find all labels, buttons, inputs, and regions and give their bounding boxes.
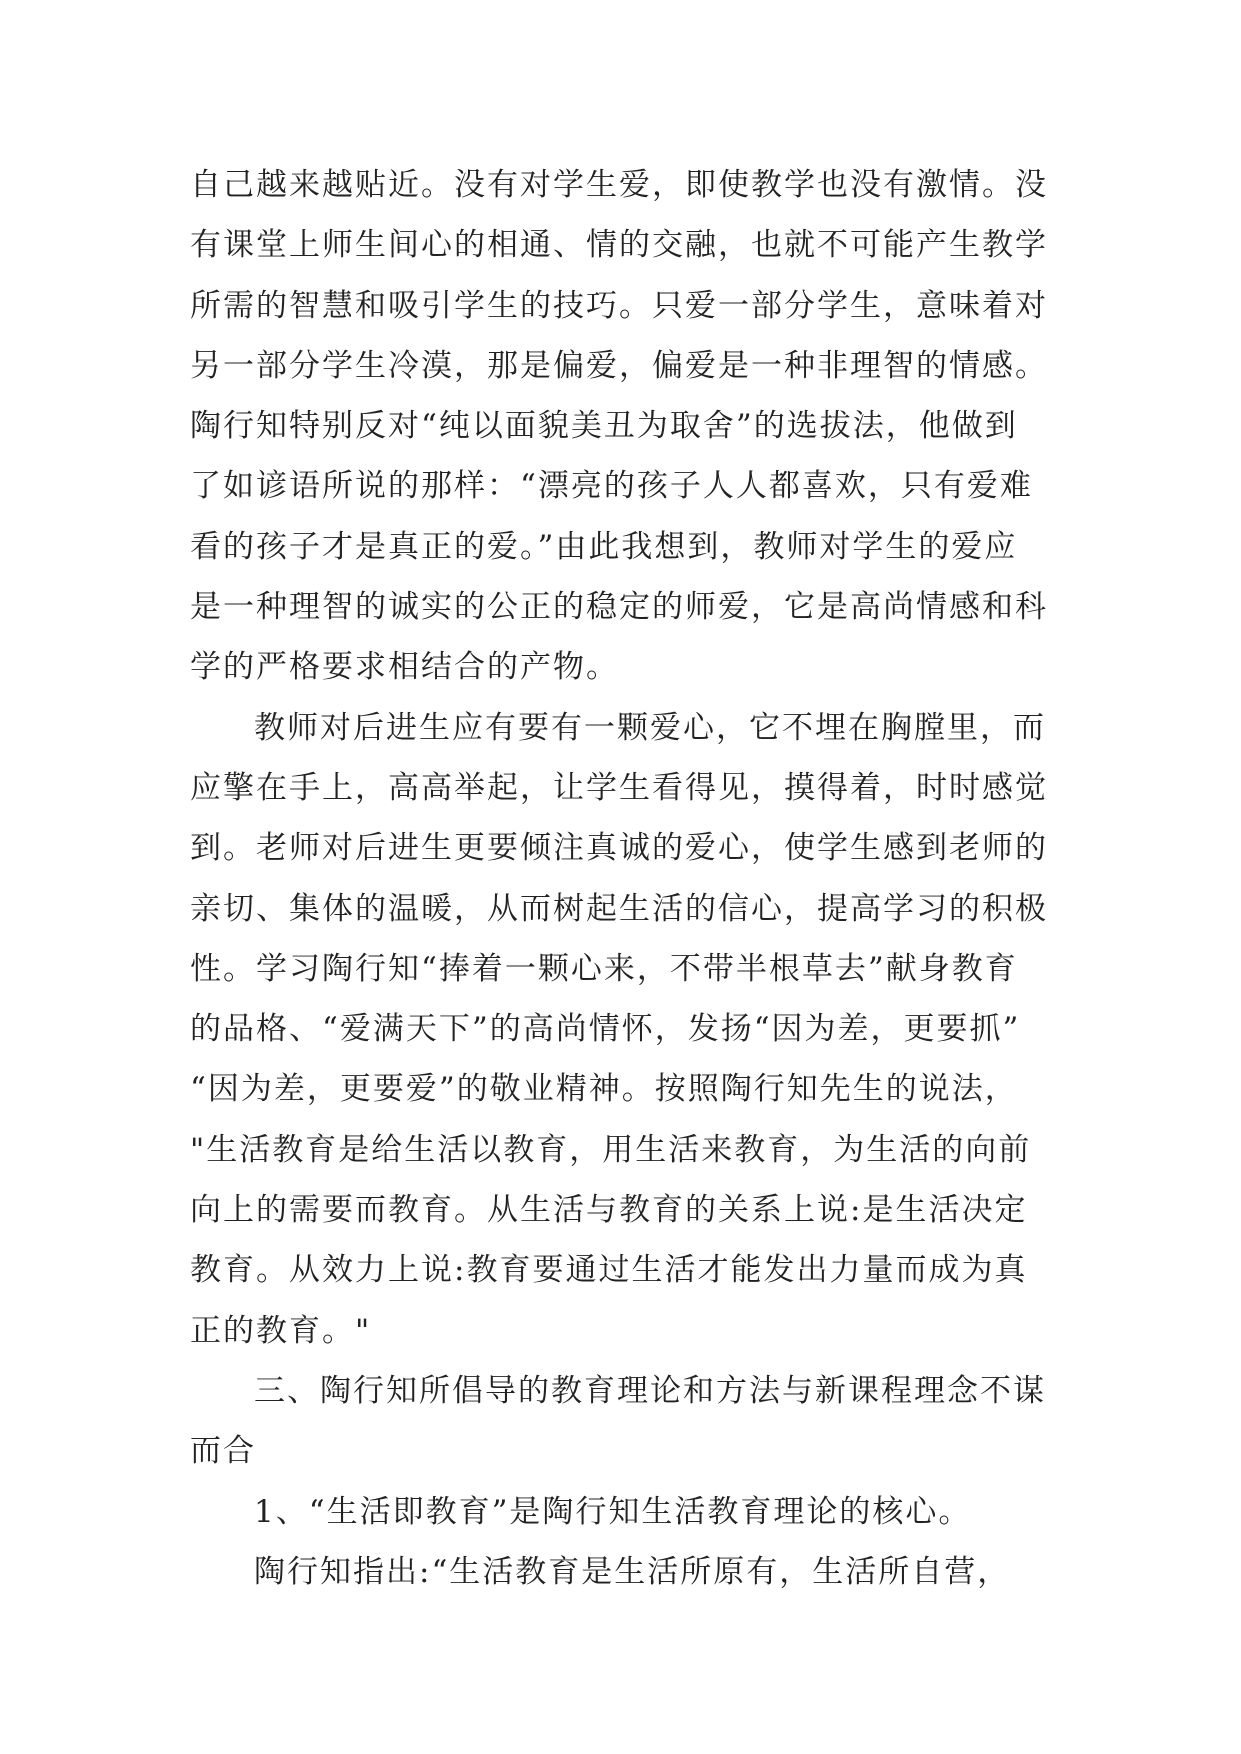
text-line: 向上的需要而教育。从生活与教育的关系上说:是生活决定: [190, 1192, 1028, 1229]
body-text: [190, 155, 1090, 1602]
text-line: 亲切、集体的温暖，从而树起生活的信心，提高学习的积极: [190, 890, 1048, 927]
text-line: 三、陶行知所倡导的教育理论和方法与新课程理念不谋: [254, 1372, 1046, 1409]
text-line: 另一部分学生冷漠，那是偏爱，偏爱是一种非理智的情感。: [190, 347, 1048, 384]
text-line: 性。学习陶行知“捧着一颗心来，不带半根草去”献身教育: [190, 950, 1018, 987]
text-line: 自己越来越贴近。没有对学生爱，即使教学也没有激情。没: [190, 167, 1048, 203]
text-line: 而合: [190, 1433, 256, 1470]
text-line: 应擎在手上，高高举起，让学生看得见，摸得着，时时感觉: [190, 769, 1048, 806]
text-line: 了如谚语所说的那样：“漂亮的孩子人人都喜欢，只有爱难: [190, 468, 1033, 505]
text-line: 1、“生活即教育”是陶行知生活教育理论的核心。: [254, 1493, 972, 1530]
text-line: 看的孩子才是真正的爱。”由此我想到，教师对学生的爱应: [190, 528, 1018, 565]
text-line: 所需的智慧和吸引学生的技巧。只爱一部分学生，意味着对: [190, 287, 1048, 324]
text-line: 教育。从效力上说:教育要通过生活才能发出力量而成为真: [190, 1252, 1028, 1289]
text-line: 陶行知指出:“生活教育是生活所原有，生活所自营，: [254, 1553, 1011, 1590]
text-line: 教师对后进生应有要有一颗爱心，它不埋在胸膛里，而: [254, 709, 1046, 746]
text-line: “因为差，更要爱”的敬业精神。按照陶行知先生的说法，: [190, 1071, 1018, 1108]
text-line: 有课堂上师生间心的相通、情的交融，也就不可能产生教学: [190, 227, 1048, 264]
text-line: 是一种理智的诚实的公正的稳定的师爱，它是高尚情感和科: [190, 589, 1048, 626]
text-line: 正的教育。": [190, 1312, 372, 1349]
text-line: 到。老师对后进生更要倾注真诚的爱心，使学生感到老师的: [190, 830, 1048, 867]
text-line: "生活教育是给生活以教育，用生活来教育，为生活的向前: [190, 1131, 1032, 1168]
text-line: 的品格、“爱满天下”的高尚情怀，发扬“因为差，更要抓”: [190, 1011, 1021, 1048]
text-line: 陶行知特别反对“纯以面貌美丑为取舍”的选拔法，他做到: [190, 408, 1018, 445]
text-line: 学的严格要求相结合的产物。: [190, 649, 619, 686]
